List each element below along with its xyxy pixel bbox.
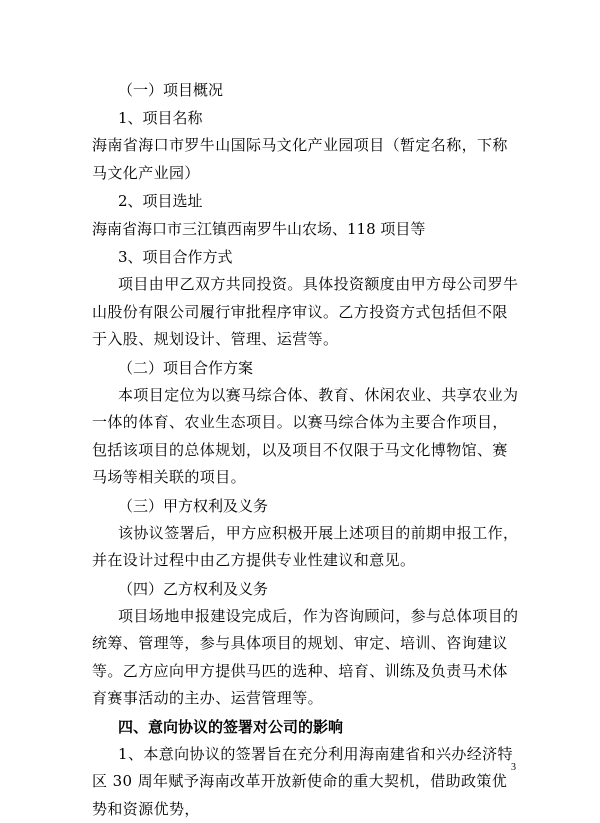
paragraph-party-b-rights: 项目场地申报建设完成后，作为咨询顾问，参与总体项目的统筹、管理等，参与具体项目的规划、审定、培训、咨询建议等。乙方应向甲方提供马匹的选种、培育、训练及负责马术体育赛事活动的主办、运营管理等。 xyxy=(92,603,522,713)
paragraph-cooperation-plan: 本项目定位为以赛马综合体、教育、休闲农业、共享农业为一体的体育、农业生态项目。以赛马综合体为主要合作项目，包括该项目的总体规划，以及项目不仅限于马文化博物馆、赛马场等相关联的项目。 xyxy=(92,382,522,492)
heading-party-a-rights: （三）甲方权利及义务 xyxy=(92,492,522,520)
paragraph-project-name: 海南省海口市罗牛山国际马文化产业园项目（暂定名称，下称马文化产业园） xyxy=(92,132,522,187)
paragraph-agreement-impact: 1、本意向协议的签署旨在充分利用海南建省和兴办经济特区 30 周年赋予海南改革开放新使命的重大契机，借助政策优势和资源优势， xyxy=(92,741,522,823)
heading-agreement-impact: 四、意向协议的签署对公司的影响 xyxy=(92,713,522,741)
paragraph-party-a-rights: 该协议签署后，甲方应积极开展上述项目的前期申报工作，并在设计过程中由乙方提供专业性建议和意见。 xyxy=(92,520,522,575)
heading-party-b-rights: （四）乙方权利及义务 xyxy=(92,575,522,603)
document-body xyxy=(92,76,522,823)
paragraph-project-site: 海南省海口市三江镇西南罗牛山农场、118 项目等 xyxy=(92,215,522,243)
heading-cooperation-plan: （二）项目合作方案 xyxy=(92,354,522,382)
paragraph-cooperation-method: 项目由甲乙双方共同投资。具体投资额度由甲方母公司罗牛山股份有限公司履行审批程序审议。乙方投资方式包括但不限于入股、规划设计、管理、运营等。 xyxy=(92,271,522,354)
heading-project-name: 1、项目名称 xyxy=(92,104,522,132)
heading-cooperation-method: 3、项目合作方式 xyxy=(92,243,522,271)
page-number: 3 xyxy=(511,762,516,773)
heading-project-site: 2、项目选址 xyxy=(92,187,522,215)
heading-project-overview: （一）项目概况 xyxy=(92,76,522,104)
